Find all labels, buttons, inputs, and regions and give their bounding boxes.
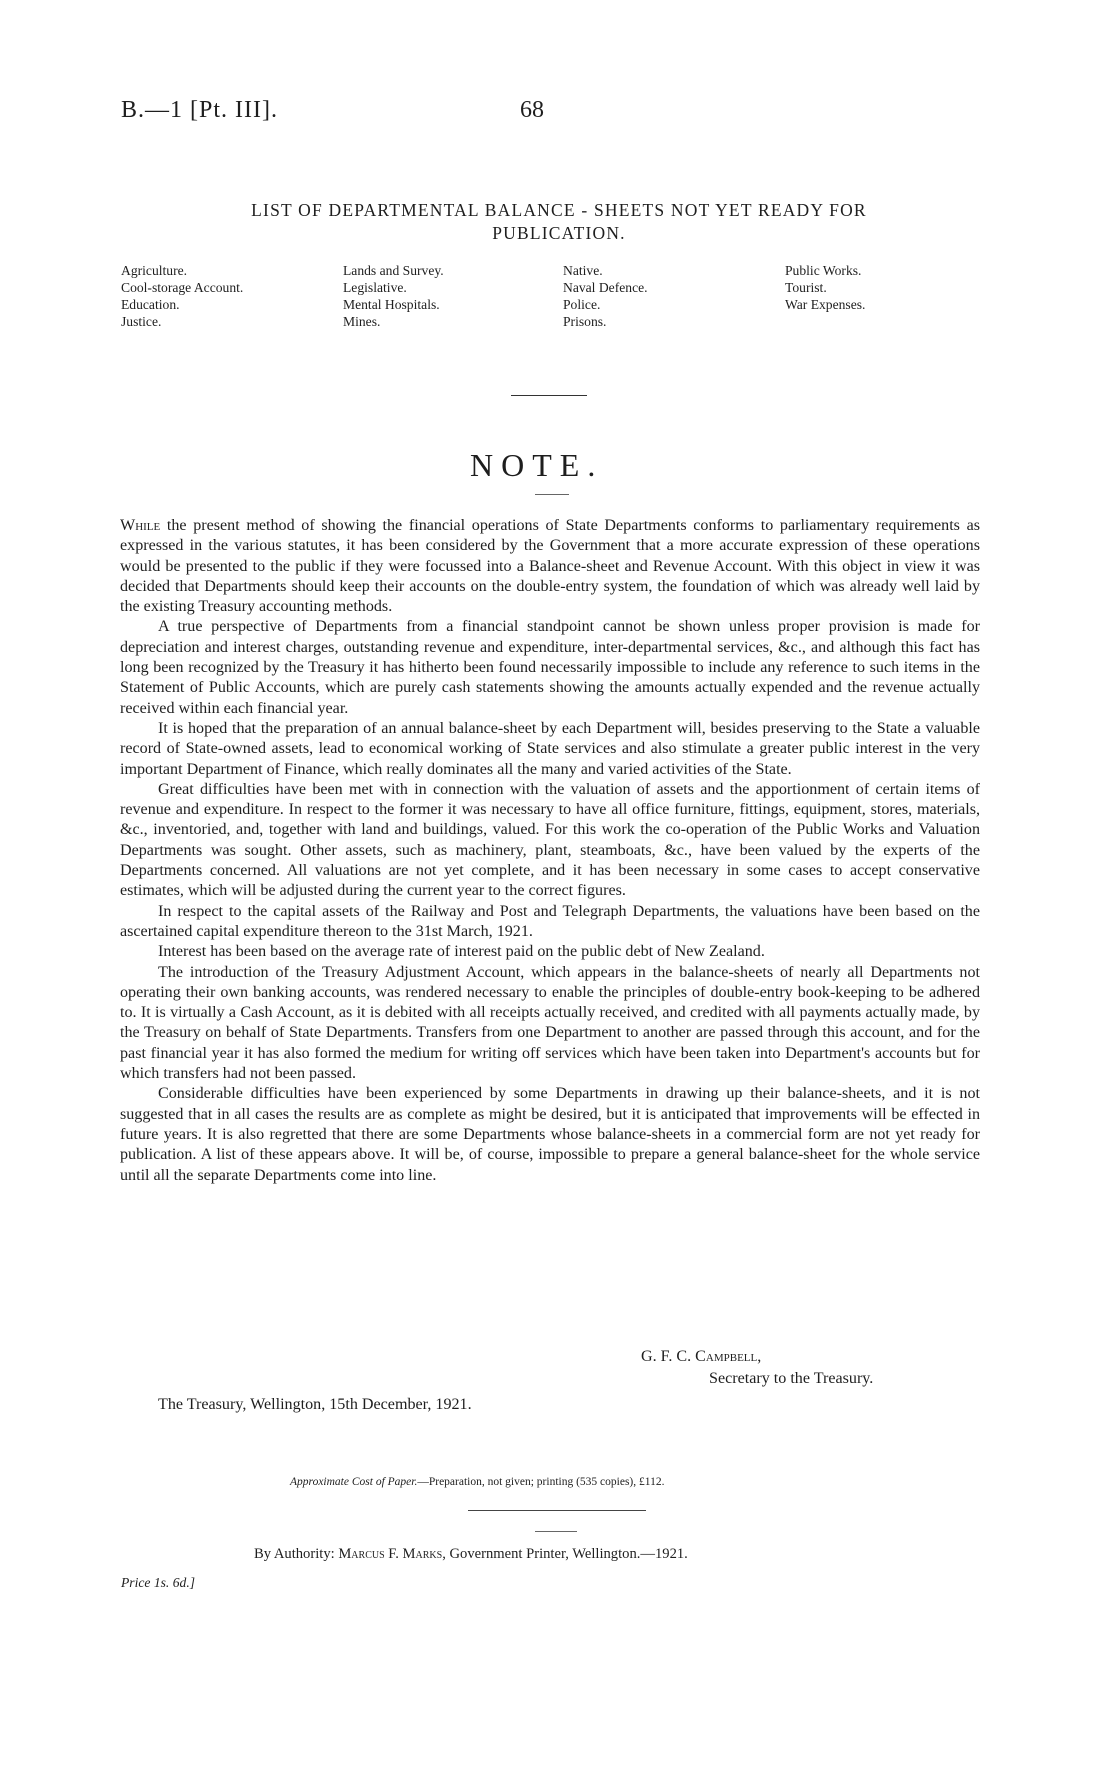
paragraph: It is hoped that the preparation of an annual balance-sheet by each Department will, besides preserving to the State a valuable record of State-owned assets, lead to economical working of State services and also stimulate a greater public interest in the very important Department of Finance, which really dominates all the many and varied activities of the State.	[120, 719, 980, 778]
note-body	[120, 516, 980, 1186]
price: Price 1s. 6d.]	[121, 1575, 196, 1590]
department-item: Public Works.	[785, 263, 862, 278]
section-divider	[511, 395, 587, 396]
paragraph: Interest has been based on the average rate of interest paid on the public debt of New Zealand.	[158, 943, 765, 961]
signatory-initials: G. F. C.	[641, 1348, 696, 1365]
department-item: Naval Defence.	[563, 280, 648, 295]
cost-label: Approximate Cost of Paper.	[290, 1476, 418, 1488]
cost-text: —Preparation, not given; printing (535 copies), £112.	[417, 1476, 665, 1488]
list-title-line-2: PUBLICATION.	[492, 223, 626, 243]
department-item: Police.	[563, 297, 601, 312]
authority-suffix: , Government Printer, Wellington.—1921.	[442, 1546, 688, 1562]
note-heading: NOTE.	[470, 447, 604, 483]
lead-word: While	[120, 517, 161, 534]
department-column	[785, 262, 945, 330]
signatory-title: Secretary to the Treasury.	[709, 1370, 874, 1387]
department-item: Prisons.	[563, 314, 607, 329]
department-column	[121, 262, 343, 330]
signatory-surname: Campbell,	[695, 1348, 762, 1365]
department-item: Mines.	[343, 314, 381, 329]
heading-underline	[535, 494, 569, 495]
place-and-date: The Treasury, Wellington, 15th December, 1921.	[158, 1396, 472, 1413]
footer-short-divider	[535, 1531, 577, 1532]
department-list	[121, 262, 941, 330]
list-title	[120, 199, 998, 245]
paragraph: Considerable difficulties have been experienced by some Departments in drawing up their balance-sheets, and it is not suggested that in all cases the results are as complete as might be desired, but it is anticipated that improvements will be effected in future years. It is also regretted that there are some Departments whose balance-sheets in a commercial form are not yet ready for publication. A list of these appears above. It will be, of course, impossible to prepare a general balance-sheet for the whole service until all the separate Departments come into line.	[120, 1085, 980, 1184]
cost-of-paper	[290, 1476, 664, 1488]
department-item: Cool-storage Account.	[121, 280, 244, 295]
department-item: Native.	[563, 263, 603, 278]
signatory-name	[641, 1348, 761, 1366]
document-reference: B.—1 [Pt. III].	[121, 97, 278, 123]
printer-name: Marcus F. Marks	[338, 1546, 443, 1562]
department-item: Justice.	[121, 314, 162, 329]
list-title-line-1: LIST OF DEPARTMENTAL BALANCE - SHEETS NOT YET READY FOR	[251, 200, 867, 220]
page-number: 68	[520, 97, 544, 123]
paragraph: In respect to the capital assets of the Railway and Post and Telegraph Departments, the valuations have been based on the ascertained capital expenditure thereon to the 31st March, 1921.	[120, 902, 980, 940]
department-column	[563, 262, 785, 330]
authority-prefix: By Authority:	[254, 1546, 339, 1562]
paragraph-text: the present method of showing the financial operations of State Departments conforms to parliamentary requirements as expressed in the various statutes, it has been considered by the Government that a more accurate expression of these operations would be presented to the public if they were focussed into a Balance-sheet and Revenue Account. With this object in view it was decided that Departments should keep their accounts on the double-entry system, the foundation of which was already well laid by the existing Treasury accounting methods.	[120, 517, 980, 616]
department-item: Tourist.	[785, 280, 827, 295]
department-item: Mental Hospitals.	[343, 297, 440, 312]
department-item: Legislative.	[343, 280, 407, 295]
paragraph: The introduction of the Treasury Adjustment Account, which appears in the balance-sheets of nearly all Departments not operating their own banking accounts, was rendered necessary to enable the principles of double-entry book-keeping to be adhered to. It is virtually a Cash Account, as it is debited with all receipts actually received, and credited with all payments actually made, by the Treasury on behalf of State Departments. Transfers from one Department to another are passed through this account, and for the past financial year it has also formed the medium for writing off services which have been taken into Department's accounts but for which transfers had not been passed.	[120, 963, 980, 1083]
printer-authority	[254, 1546, 688, 1563]
paragraph: A true perspective of Departments from a financial standpoint cannot be shown unless proper provision is made for depreciation and interest charges, outstanding revenue and expenditure, inter-departmental services, &c., and although this fact has long been recognized by the Treasury it has hitherto been found necessarily impossible to include any reference to such items in the Statement of Public Accounts, which are purely cash statements showing the amounts actually expended and the revenue actually received within each financial year.	[120, 618, 980, 717]
department-item: Agriculture.	[121, 263, 188, 278]
paragraph	[120, 516, 980, 617]
department-item: Education.	[121, 297, 180, 312]
department-item: War Expenses.	[785, 297, 866, 312]
footer-divider	[468, 1510, 646, 1511]
department-item: Lands and Survey.	[343, 263, 444, 278]
department-column	[343, 262, 563, 330]
paragraph: Great difficulties have been met with in connection with the valuation of assets and the apportionment of certain items of revenue and expenditure. In respect to the former it was necessary to have all office furniture, fittings, equipment, stores, materials, &c., inventoried, and, together with land and buildings, valued. For this work the co-operation of the Public Works and Valuation Departments was sought. Other assets, such as machinery, plant, steamboats, &c., have been valued by the experts of the Departments concerned. All valuations are not yet complete, and it has been necessary in some cases to accept conservative estimates, which will be adjusted during the current year to the correct figures.	[120, 780, 980, 900]
